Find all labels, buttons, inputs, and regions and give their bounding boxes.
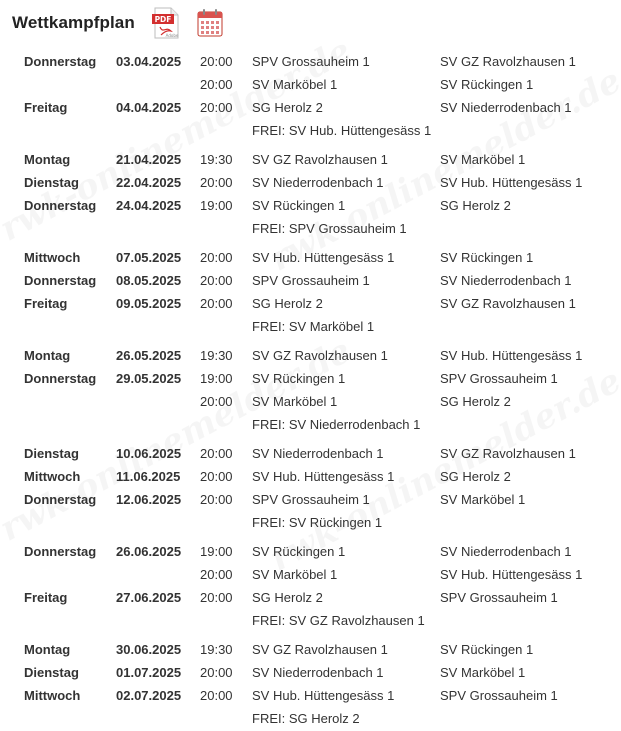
match-day (16, 707, 116, 730)
match-day: Mittwoch (24, 469, 81, 484)
match-day: Montag (24, 348, 71, 363)
home-team: SG Herolz 2 (252, 590, 323, 605)
home-team: SPV Grossauheim 1 (252, 492, 370, 507)
match-day: Donnerstag (24, 492, 97, 507)
match-row (16, 148, 582, 171)
bye-team: FREI: SV GZ Ravolzhausen 1 (252, 613, 425, 628)
bye-row (16, 315, 582, 338)
home-team: SV GZ Ravolzhausen 1 (252, 152, 388, 167)
away-team (440, 609, 582, 632)
page-header (12, 6, 223, 40)
match-row (16, 50, 582, 73)
match-day: Donnerstag (24, 198, 97, 213)
home-team: SV Rückingen 1 (252, 544, 346, 559)
match-day: Freitag (24, 296, 68, 311)
bye-row (16, 609, 582, 632)
match-date: 30.06.2025 (116, 642, 182, 657)
match-time: 19:00 (200, 371, 233, 386)
match-day: Donnerstag (24, 544, 97, 559)
match-day (16, 217, 116, 240)
match-date: 03.04.2025 (116, 54, 182, 69)
calendar-icon[interactable] (197, 8, 223, 38)
away-team (440, 119, 582, 142)
match-time (200, 707, 252, 730)
match-day: Donnerstag (24, 273, 97, 288)
match-date: 07.05.2025 (116, 250, 182, 265)
match-time: 20:00 (200, 492, 233, 507)
match-day: Dienstag (24, 175, 79, 190)
match-time: 20:00 (200, 100, 233, 115)
match-row (16, 586, 582, 609)
match-time: 19:00 (200, 198, 233, 213)
match-day: Dienstag (24, 665, 79, 680)
away-team: SV Rückingen 1 (440, 77, 534, 92)
match-row (16, 638, 582, 661)
home-team: SV GZ Ravolzhausen 1 (252, 348, 388, 363)
match-date (116, 315, 200, 338)
match-date (116, 609, 200, 632)
match-day: Donnerstag (24, 371, 97, 386)
match-date: 04.04.2025 (116, 100, 182, 115)
match-date: 27.06.2025 (116, 590, 182, 605)
away-team: SV Niederrodenbach 1 (440, 100, 572, 115)
match-row (16, 292, 582, 315)
home-team: SV Hub. Hüttengesäss 1 (252, 250, 395, 265)
home-team: SV Rückingen 1 (252, 198, 346, 213)
match-row (16, 661, 582, 684)
match-date (116, 119, 200, 142)
match-time (200, 315, 252, 338)
match-row (16, 344, 582, 367)
away-team: SG Herolz 2 (440, 469, 511, 484)
home-team: SV Niederrodenbach 1 (252, 665, 384, 680)
match-row (16, 73, 582, 96)
match-time: 20:00 (200, 250, 233, 265)
away-team: SV Hub. Hüttengesäss 1 (440, 567, 583, 582)
match-date: 12.06.2025 (116, 492, 182, 507)
pdf-icon-label: Adobe (165, 33, 179, 38)
away-team: SV Rückingen 1 (440, 250, 534, 265)
away-team: SV GZ Ravolzhausen 1 (440, 54, 576, 69)
match-row (16, 563, 582, 586)
match-day (16, 563, 116, 586)
match-date: 29.05.2025 (116, 371, 182, 386)
match-day: Dienstag (24, 446, 79, 461)
bye-row (16, 511, 582, 534)
match-time: 20:00 (200, 77, 233, 92)
match-row (16, 171, 582, 194)
match-date (116, 511, 200, 534)
match-day: Mittwoch (24, 688, 81, 703)
match-time: 20:00 (200, 590, 233, 605)
match-time (200, 119, 252, 142)
away-team: SV Hub. Hüttengesäss 1 (440, 175, 583, 190)
home-team: SV Hub. Hüttengesäss 1 (252, 469, 395, 484)
match-date: 21.04.2025 (116, 152, 182, 167)
away-team: SV Rückingen 1 (440, 642, 534, 657)
away-team: SV Hub. Hüttengesäss 1 (440, 348, 583, 363)
match-date: 22.04.2025 (116, 175, 182, 190)
match-time: 20:00 (200, 296, 233, 311)
away-team (440, 217, 582, 240)
match-time: 20:00 (200, 469, 233, 484)
home-team: SV Rückingen 1 (252, 371, 346, 386)
bye-team: FREI: SV Niederrodenbach 1 (252, 417, 421, 432)
match-date: 01.07.2025 (116, 665, 182, 680)
home-team: SPV Grossauheim 1 (252, 273, 370, 288)
away-team (440, 413, 582, 436)
match-day (16, 511, 116, 534)
away-team (440, 315, 582, 338)
match-time (200, 609, 252, 632)
match-row (16, 246, 582, 269)
match-date (116, 217, 200, 240)
schedule-table (16, 50, 582, 730)
bye-team: FREI: SV Rückingen 1 (252, 515, 383, 530)
away-team: SV Niederrodenbach 1 (440, 544, 572, 559)
bye-row (16, 707, 582, 730)
pdf-adobe-icon[interactable] (151, 7, 181, 39)
match-time: 19:30 (200, 152, 233, 167)
match-date: 26.05.2025 (116, 348, 182, 363)
home-team: SV GZ Ravolzhausen 1 (252, 642, 388, 657)
away-team: SV GZ Ravolzhausen 1 (440, 446, 576, 461)
away-team: SG Herolz 2 (440, 198, 511, 213)
bye-team: FREI: SV Marköbel 1 (252, 319, 375, 334)
home-team: SG Herolz 2 (252, 296, 323, 311)
match-day (16, 609, 116, 632)
match-time: 20:00 (200, 446, 233, 461)
match-row (16, 96, 582, 119)
match-row (16, 194, 582, 217)
bye-row (16, 217, 582, 240)
match-row (16, 540, 582, 563)
svg-text:PDF: PDF (154, 15, 172, 24)
home-team: SPV Grossauheim 1 (252, 54, 370, 69)
home-team: SV Marköbel 1 (252, 77, 338, 92)
match-day: Montag (24, 642, 71, 657)
bye-row (16, 119, 582, 142)
match-day (16, 73, 116, 96)
bye-team: FREI: SPV Grossauheim 1 (252, 221, 407, 236)
match-date (116, 390, 200, 413)
bye-row (16, 413, 582, 436)
match-day: Freitag (24, 100, 68, 115)
match-time: 19:30 (200, 348, 233, 363)
match-time: 19:00 (200, 544, 233, 559)
match-time (200, 217, 252, 240)
match-row (16, 465, 582, 488)
match-date: 10.06.2025 (116, 446, 182, 461)
match-row (16, 390, 582, 413)
match-time: 20:00 (200, 665, 233, 680)
match-day: Freitag (24, 590, 68, 605)
away-team: SV Marköbel 1 (440, 665, 526, 680)
match-time: 20:00 (200, 688, 233, 703)
match-row (16, 684, 582, 707)
match-time: 20:00 (200, 54, 233, 69)
away-team: SV Marköbel 1 (440, 152, 526, 167)
match-day: Donnerstag (24, 54, 97, 69)
match-date (116, 563, 200, 586)
match-row (16, 367, 582, 390)
away-team: SPV Grossauheim 1 (440, 688, 558, 703)
match-time: 20:00 (200, 175, 233, 190)
match-row (16, 442, 582, 465)
match-day (16, 119, 116, 142)
away-team: SPV Grossauheim 1 (440, 371, 558, 386)
match-time (200, 511, 252, 534)
away-team: SV Marköbel 1 (440, 492, 526, 507)
match-row (16, 488, 582, 511)
match-time: 20:00 (200, 567, 233, 582)
match-day (16, 315, 116, 338)
away-team: SV Niederrodenbach 1 (440, 273, 572, 288)
match-time: 19:30 (200, 642, 233, 657)
home-team: SV Hub. Hüttengesäss 1 (252, 688, 395, 703)
match-date: 24.04.2025 (116, 198, 182, 213)
home-team: SV Niederrodenbach 1 (252, 446, 384, 461)
match-day: Mittwoch (24, 250, 81, 265)
away-team: SPV Grossauheim 1 (440, 590, 558, 605)
match-time: 20:00 (200, 394, 233, 409)
match-date (116, 707, 200, 730)
match-date (116, 73, 200, 96)
away-team: SV GZ Ravolzhausen 1 (440, 296, 576, 311)
match-row (16, 269, 582, 292)
home-team: SV Marköbel 1 (252, 567, 338, 582)
match-date: 09.05.2025 (116, 296, 182, 311)
home-team: SV Niederrodenbach 1 (252, 175, 384, 190)
away-team (440, 511, 582, 534)
match-date (116, 413, 200, 436)
schedule-body (16, 50, 582, 730)
match-date: 11.06.2025 (116, 469, 181, 484)
away-team: SG Herolz 2 (440, 394, 511, 409)
match-date: 26.06.2025 (116, 544, 182, 559)
away-team (440, 707, 582, 730)
match-day: Montag (24, 152, 71, 167)
bye-team: FREI: SG Herolz 2 (252, 711, 360, 726)
home-team: SV Marköbel 1 (252, 394, 338, 409)
match-day (16, 413, 116, 436)
match-time: 20:00 (200, 273, 233, 288)
match-date: 08.05.2025 (116, 273, 182, 288)
bye-team: FREI: SV Hub. Hüttengesäss 1 (252, 123, 432, 138)
home-team: SG Herolz 2 (252, 100, 323, 115)
match-time (200, 413, 252, 436)
match-date: 02.07.2025 (116, 688, 182, 703)
page-title: Wettkampfplan (12, 13, 135, 32)
match-day (16, 390, 116, 413)
